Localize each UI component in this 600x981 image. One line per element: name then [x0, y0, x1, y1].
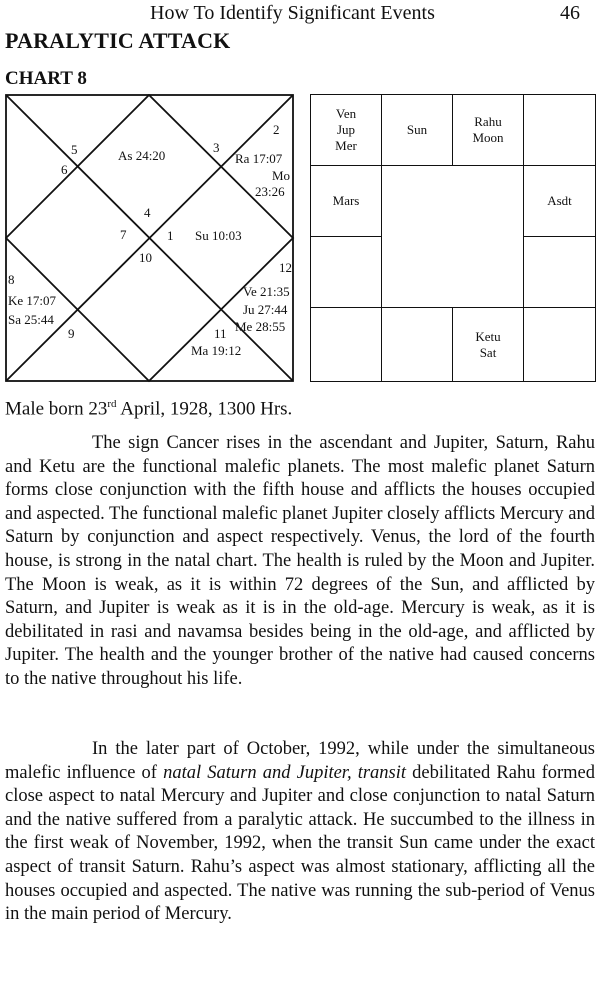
birth-superscript: rd: [107, 398, 117, 410]
chart-cell: Ketu Sat: [452, 307, 524, 382]
birth-details: [5, 398, 292, 420]
body-paragraph: The sign Cancer rises in the ascendant and Jupiter, Saturn, Rahu and Ketu are the functional malefic planets. The most malefic planet Saturn forms close conjunction with the fifth house and afflicts the houses occupied and aspected. The functional malefic planet Jupiter closely afflicts Mercury and Saturn by conjunction and aspect respectively. Venus, the lord of the fourth house, is strong in the natal chart. The health is ruled by the Moon and Jupiter. The Moon is weak, as it is within 72 degrees of the Sun, and afflicted by Saturn, and Jupiter is weak as it is in the old-age. Mercury is weak, as it is debilitated in rasi and navamsa besides being in the old-age, and afflicted by Jupiter. The health and the younger brother of the native had caused concerns to the native throughout his life.: [5, 433, 595, 689]
house-number: 12: [279, 260, 292, 275]
house-number: 2: [273, 122, 280, 137]
planet-venus: Ve 21:35: [243, 284, 290, 299]
section-title: PARALYTIC ATTACK: [5, 28, 231, 53]
birth-text: Male born 23: [5, 398, 108, 420]
chart-cell: [523, 307, 596, 382]
page-header: [0, 2, 600, 26]
house-number: 9: [68, 326, 75, 341]
chart-cell: [381, 307, 453, 382]
chart-cell: [310, 236, 382, 308]
house-number: 11: [214, 326, 227, 341]
planet-ketu: Ke 17:07: [8, 293, 57, 308]
house-number: 6: [61, 162, 68, 177]
house-number: 10: [139, 250, 152, 265]
planet-mars: Ma 19:12: [191, 343, 242, 358]
planet-moon: Mo: [272, 168, 291, 183]
chart-cell: [523, 94, 596, 166]
chart-cell: Asdt: [523, 165, 596, 237]
house-number: 5: [71, 142, 78, 157]
house-number: 8: [8, 272, 15, 287]
chart-cell: Mars: [310, 165, 382, 237]
body-paragraph: [5, 738, 595, 927]
planet-mercury: Me 28:55: [235, 319, 286, 334]
planet-sun: Su 10:03: [195, 228, 242, 243]
chart-cell: Ven Jup Mer: [310, 94, 382, 166]
north-indian-chart: [5, 94, 295, 384]
running-head: How To Identify Significant Events: [150, 2, 435, 24]
chart-cell: Rahu Moon: [452, 94, 524, 166]
birth-text-end: April, 1928, 1300 Hrs.: [116, 398, 293, 420]
chart-label: CHART 8: [5, 68, 87, 89]
paragraph-italic-text: natal Saturn and Jupiter, transit: [163, 762, 407, 783]
house-number: 3: [213, 140, 220, 155]
house-number: 7: [120, 227, 127, 242]
paragraph-text: debilitated Rahu formed close aspect to natal Mercury and Jupiter and close conjunction to natal Saturn and the native suffered from a paralytic attack. He succumbed to the illness in the first weak of November, 1992, when the transit Sun came under the exact aspect of transit Saturn. Rahu’s aspect was almost stationary, afflicting all the houses occupied and aspected. The native was running the sub-period of Venus in the main period of Mercury.: [5, 762, 595, 925]
south-indian-chart: [310, 94, 596, 382]
house-number: 4: [144, 205, 151, 220]
page-number: 46: [560, 2, 580, 24]
chart-cell: [310, 307, 382, 382]
planet-ascendant: As 24:20: [118, 148, 166, 163]
chart-cell: [523, 236, 596, 308]
paragraph-text: In the later part of October, 1992, while under the simultaneous malefic influence of: [5, 739, 595, 783]
planet-rahu: Ra 17:07: [235, 151, 283, 166]
house-number: 1: [167, 228, 174, 243]
planet-saturn: Sa 25:44: [8, 312, 54, 327]
planet-moon-degree: 23:26: [255, 184, 285, 199]
planet-jupiter: Ju 27:44: [243, 302, 288, 317]
chart-cell: Sun: [381, 94, 453, 166]
